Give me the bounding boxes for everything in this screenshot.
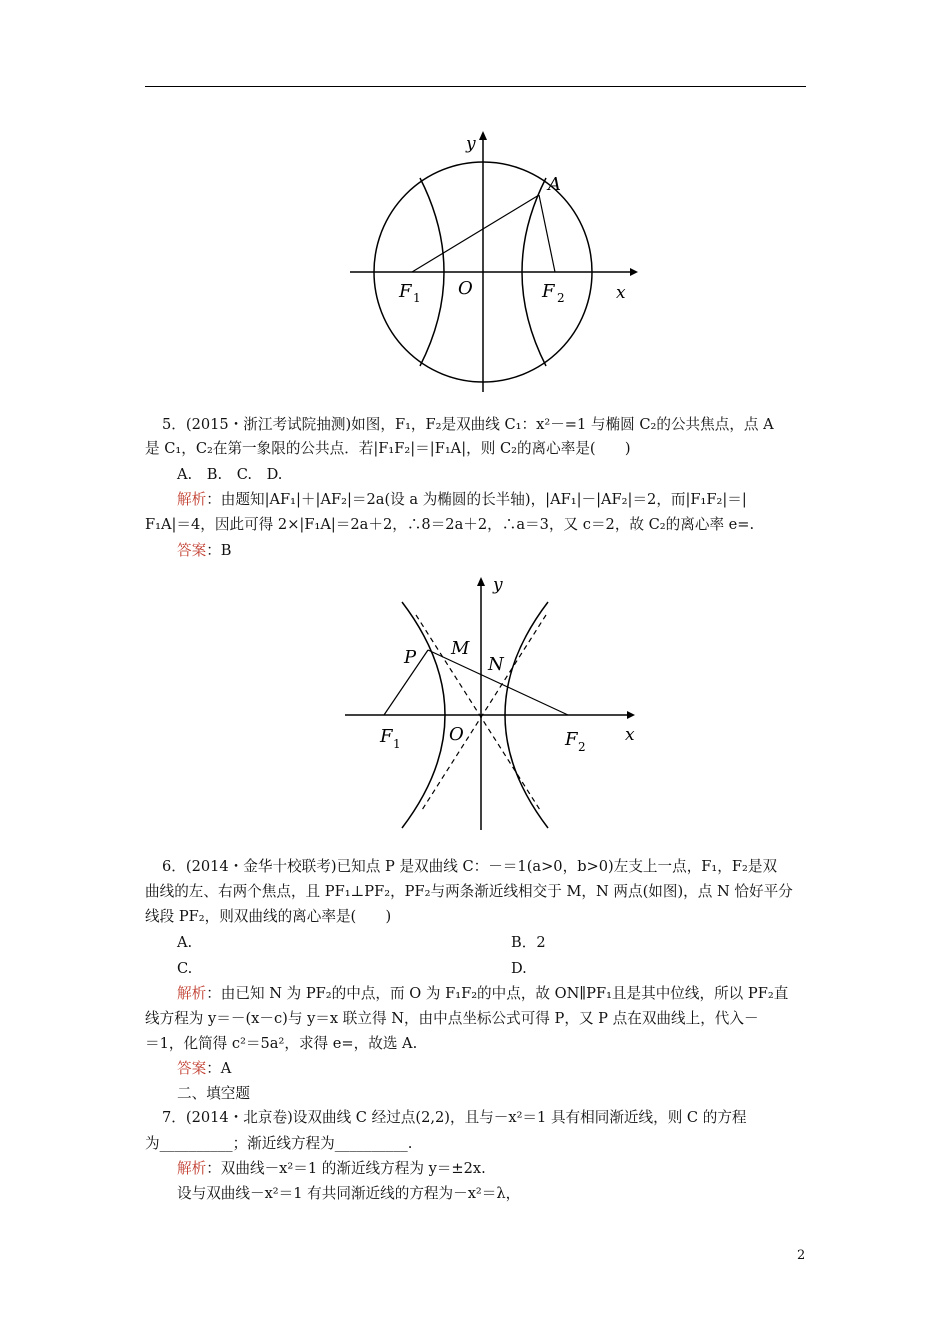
x-axis-arrow: [627, 711, 635, 719]
q5-analysis-line1: [177, 490, 747, 510]
analysis-label: 解析: [177, 491, 207, 508]
q5-line2: 是 C₁，C₂在第一象限的公共点．若|F₁F₂|＝|F₁A|，则 C₂的离心率是( ): [145, 440, 631, 457]
q5-answer: [177, 541, 232, 561]
asymptote-2: [422, 615, 546, 810]
label-F2: F: [565, 729, 578, 750]
q6-option-d: D.: [511, 960, 527, 977]
q5-options: A. B. C. D.: [177, 466, 283, 483]
figure-ellipse-hyperbola: [340, 125, 640, 400]
figure-hyperbola-asymptotes: [340, 572, 640, 834]
label-O: O: [449, 724, 464, 745]
section-heading: 二、填空题: [177, 1085, 250, 1102]
q6-option-b: B．2: [511, 934, 546, 951]
answer-label: 答案: [177, 542, 207, 559]
x-axis-arrow: [630, 268, 638, 276]
q7-analysis-line1: [177, 1159, 486, 1179]
label-F1: F: [399, 281, 412, 302]
header-rule: [145, 86, 806, 87]
label-F1-sub: 1: [413, 291, 421, 305]
q6-answer-text: ：A: [206, 1060, 232, 1077]
q6-analysis-line3: ＝1，化简得 c²＝5a²，求得 e=，故选 A.: [145, 1035, 418, 1052]
label-x: x: [616, 283, 626, 303]
q7-line1: 7．(2014・北京卷)设双曲线 C 经过点(2,2)，且与－x²＝1 具有相同渐近线，则 C 的方程: [162, 1109, 747, 1126]
label-x: x: [625, 725, 635, 745]
q7-line2: 为__________；渐近线方程为__________.: [145, 1135, 413, 1152]
segment-F1A: [412, 195, 539, 272]
label-P: P: [404, 647, 417, 668]
label-F1: F: [380, 726, 393, 747]
q6-line2: 曲线的左、右两个焦点，且 PF₁⊥PF₂，PF₂与两条渐近线相交于 M，N 两点(如图)，点 N 恰好平分: [145, 883, 793, 900]
label-F1-sub: 1: [393, 737, 401, 751]
label-F2: F: [542, 281, 555, 302]
q6-analysis-text1: ：由已知 N 为 PF₂的中点，而 O 为 F₁F₂的中点，故 ON∥PF₁且是其中位线，所以 PF₂直: [206, 985, 789, 1002]
y-axis-arrow: [477, 577, 485, 586]
q6-line1: 6．(2014・金华十校联考)已知点 P 是双曲线 C：－＝1(a>0，b>0)左支上一点，F₁，F₂是双: [162, 858, 778, 875]
segment-F2A: [539, 195, 555, 272]
q6-option-a: A.: [177, 934, 193, 951]
label-N: N: [488, 654, 504, 675]
label-O: O: [458, 278, 473, 299]
analysis-label: 解析: [177, 1160, 207, 1177]
q5-analysis-line2: F₁A|＝4，因此可得 2×|F₁A|＝2a＋2，∴8＝2a＋2，∴a＝3，又 c＝2，故 C₂的离心率 e=.: [145, 516, 755, 533]
answer-label: 答案: [177, 1060, 207, 1077]
label-A: A: [548, 174, 561, 195]
analysis-label: 解析: [177, 985, 207, 1002]
q6-analysis-line2: 线方程为 y＝－(x－c)与 y＝x 联立得 N，由中点坐标公式可得 P，又 P 点在双曲线上，代入－: [145, 1010, 759, 1027]
q6-option-c: C.: [177, 960, 193, 977]
label-y: y: [493, 575, 503, 595]
q7-analysis-text1: ：双曲线－x²＝1 的渐近线方程为 y＝±2x.: [206, 1160, 486, 1177]
label-F2-sub: 2: [578, 740, 586, 754]
page-number: 2: [797, 1248, 806, 1263]
q6-answer: [177, 1059, 231, 1079]
label-M: M: [451, 638, 470, 659]
q7-line3: 设与双曲线－x²＝1 有共同渐近线的方程为－x²＝λ，: [177, 1185, 521, 1202]
q6-line3: 线段 PF₂，则双曲线的离心率是( ): [145, 908, 392, 925]
q5-analysis-text1: ：由题知|AF₁|＋|AF₂|＝2a(设 a 为椭圆的长半轴)，|AF₁|－|AF₂|＝2，而|F₁F₂|＝|: [206, 491, 747, 508]
q5-answer-text: ：B: [206, 542, 232, 559]
label-F2-sub: 2: [557, 291, 565, 305]
label-y: y: [466, 134, 476, 154]
q5-line1: 5．(2015・浙江考试院抽测)如图，F₁，F₂是双曲线 C₁：x²－=1 与椭圆 C₂的公共焦点，点 A: [162, 416, 774, 433]
y-axis-arrow: [479, 131, 487, 140]
q6-analysis-line1: [177, 984, 788, 1004]
